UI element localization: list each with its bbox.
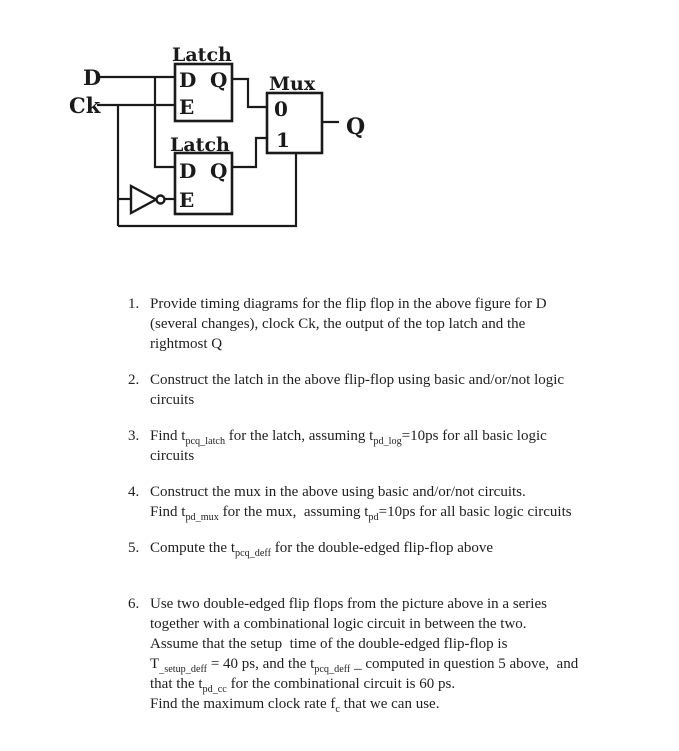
bottom-latch-pin-d: D [179,159,197,183]
mux-title: Mux [269,73,316,95]
input-d-label: D [83,65,102,90]
mux-input-1-label: 1 [276,128,290,152]
question-number: 2. [128,372,140,388]
question-item [128,538,679,558]
question-text: Use two double-edged flip flops from the picture above in a series together with a combinational logic circuit in between the two. Assume that the setup time of the double-edged flip-flop is $T_{\_setup\_deff} = 40$ ps, and the $t_{pcq\_deff}$ _ computed in question 5 above, and that the $t_{pd\_cc}$ for the combinational circuit is 60 ps. Find the maximum clock rate $f_c$ that we can use. [150,596,579,715]
question-text: Provide timing diagrams for the flip flop in the above figure for D (several changes), clock Ck, the output of the top latch and the rightmost Q [150,296,547,352]
top-latch-pin-d: D [179,68,197,92]
question-number: 6. [128,596,140,612]
circuit-diagram [0,0,679,268]
question-item [128,426,679,466]
mux-input-0-label: 0 [274,97,288,121]
question-text: Construct the mux in the above using basic and/or/not circuits. Find $t_{pd\_mux}$ for the mux, assuming $t_{pd}=10ps$ for all basic logic circuits [150,484,572,523]
question-item [128,294,679,354]
bottom-latch-title: Latch [170,134,230,156]
question-text: Construct the latch in the above flip-flop using basic and/or/not logic circuits [150,372,565,408]
question-number: 1. [128,296,140,312]
wire-top-q-to-mux [232,79,267,107]
top-latch-pin-q: Q [210,68,228,92]
question-text: Compute the $t_{pcq\_deff}$ for the double-edged flip-flop above [150,540,494,559]
inverter-bubble-icon [157,196,165,204]
wire-bottom-q-to-mux [232,138,267,167]
question-number: 5. [128,540,140,556]
top-latch-pin-e: E [179,95,195,119]
not-gate-icon [131,186,156,213]
question-number: 3. [128,428,140,444]
question-text: Find $t_{pcq\_latch}$ for the latch, assuming $t_{pd\_log}=10ps$ for all basic logic circuits [150,428,547,464]
input-ck-label: Ck [69,93,101,118]
question-item [128,594,679,714]
bottom-latch-pin-e: E [179,188,195,212]
output-q-label: Q [346,114,366,140]
top-latch-title: Latch [172,44,232,66]
question-item [128,370,679,410]
bottom-latch-pin-q: Q [210,159,228,183]
questions-list [128,294,679,714]
question-item [128,482,679,522]
question-number: 4. [128,484,140,500]
